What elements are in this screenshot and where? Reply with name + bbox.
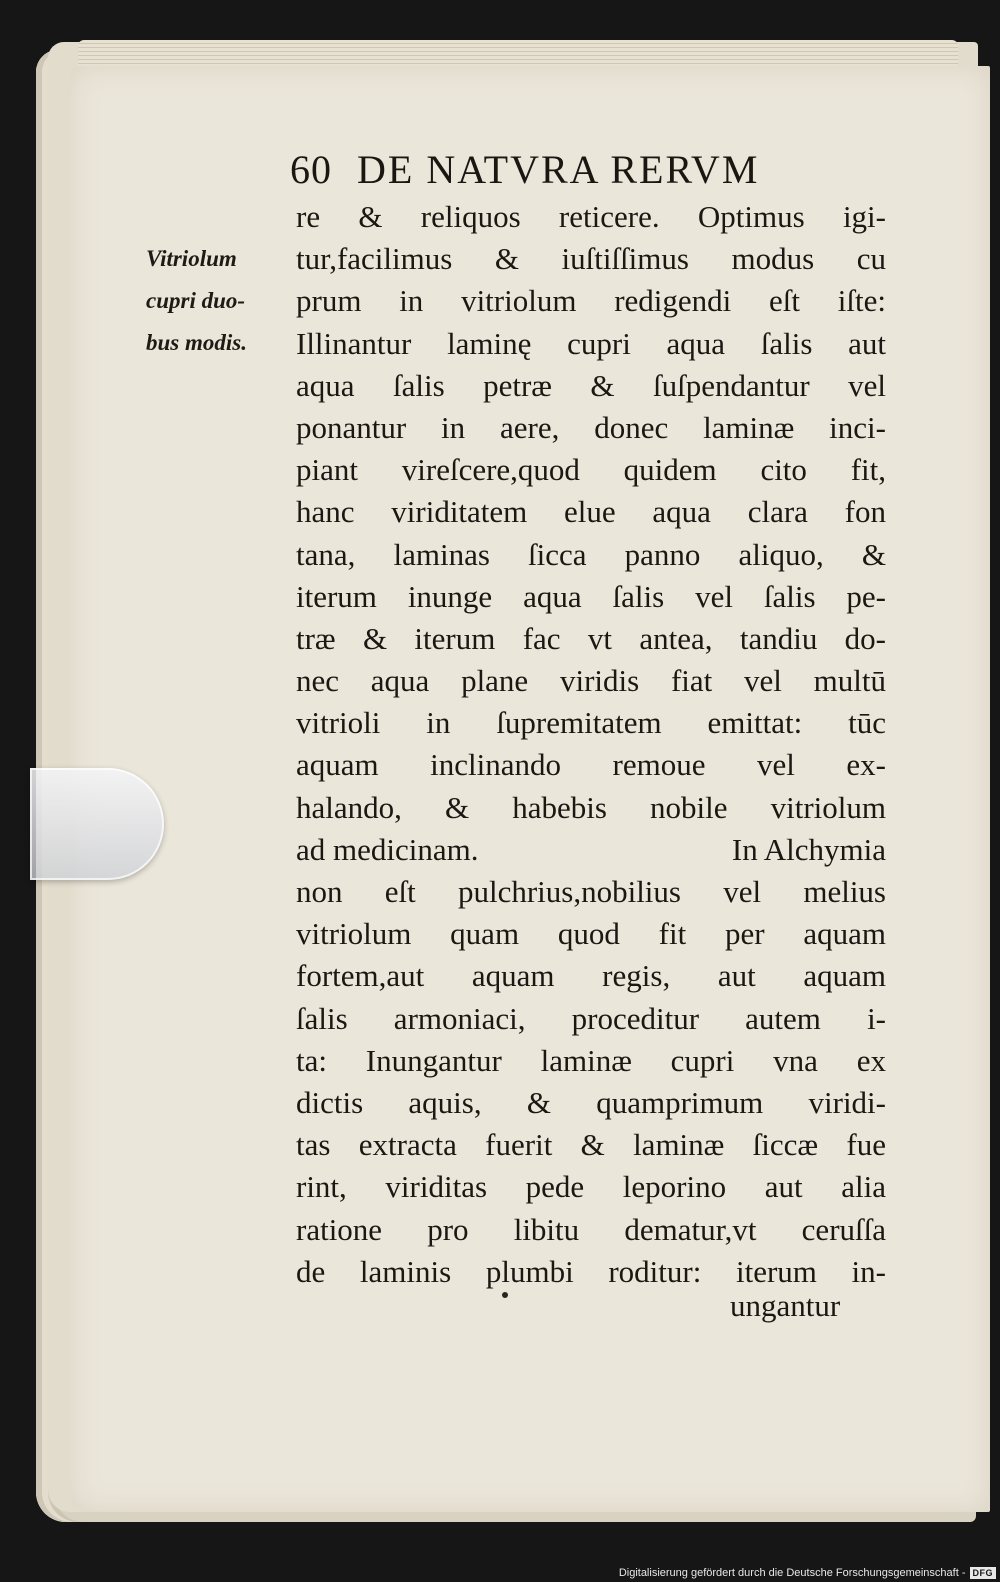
text-line: prum in vitriolum redigendi eſt iſte:	[296, 283, 886, 319]
text-line: tur,facilimus & iuſtiſſimus modus cu	[296, 241, 886, 277]
text-line: Illinantur laminę cupri aqua ſalis aut	[296, 325, 886, 361]
text-line: dictis aquis, & quamprimum viridi-	[296, 1084, 886, 1120]
dfg-logo: DFG	[970, 1567, 997, 1579]
marginal-note-line: Vitriolum	[146, 246, 237, 271]
text-line: ratione pro libitu dematur,vt ceruſſa	[296, 1211, 886, 1247]
running-header	[290, 146, 759, 193]
digitization-credit	[619, 1564, 1000, 1582]
text-line: træ & iterum fac vt antea, tandiu do-	[296, 620, 886, 656]
text-line: vitriolum quam quod fit per aquam	[296, 916, 886, 952]
signature-dot	[502, 1292, 508, 1298]
text-line-right: In Alchymia	[731, 831, 886, 867]
text-line-split	[296, 829, 886, 871]
text-line: tana, laminas ſicca panno aliquo, &	[296, 536, 886, 572]
text-line: de laminis plumbi roditur: iterum in-	[296, 1253, 886, 1289]
page-number: 60	[290, 147, 332, 192]
text-line: hanc viriditatem elue aqua clara fon	[296, 494, 886, 530]
text-line: aquam inclinando remoue vel ex-	[296, 747, 886, 783]
text-line: non eſt pulchrius,nobilius vel melius	[296, 874, 886, 909]
marginal-note-line: cupri duo-	[146, 288, 246, 313]
text-line: ſalis armoniaci, proceditur autem i-	[296, 1000, 886, 1036]
catchword: ungantur	[730, 1288, 841, 1323]
page-top-edges	[78, 40, 958, 66]
marginal-note-line: bus modis.	[146, 330, 247, 355]
text-line: re & reliquos reticere. Optimus igi-	[296, 199, 886, 234]
text-line: halando, & habebis nobile vitriolum	[296, 789, 886, 825]
credit-text: Digitalisierung gefördert durch die Deutsche Forschungsgemeinschaft -	[618, 1567, 966, 1579]
text-line: ponantur in aere, donec laminæ inci-	[296, 409, 886, 445]
text-line: rint, viriditas pede leporino aut alia	[296, 1169, 886, 1205]
marginal-note	[146, 238, 286, 364]
text-line: iterum inunge aqua ſalis vel ſalis pe-	[296, 578, 886, 614]
running-title: DE NATVRA RERVM	[357, 147, 760, 192]
text-line: aqua ſalis petræ & ſuſpendantur vel	[296, 367, 886, 403]
body-text	[296, 196, 886, 1293]
text-line: piant vireſcere,quod quidem cito fit,	[296, 452, 886, 488]
text-line: tas extracta fuerit & laminæ ſiccæ fue	[296, 1127, 886, 1163]
text-line: fortem,aut aquam regis, aut aquam	[296, 958, 886, 994]
page-clip	[30, 768, 164, 880]
text-line-left: ad medicinam.	[296, 831, 479, 867]
text-line: nec aqua plane viridis fiat vel multū	[296, 663, 886, 699]
text-line: ta: Inungantur laminæ cupri vna ex	[296, 1042, 886, 1078]
text-line: vitrioli in ſupremitatem emittat: tūc	[296, 705, 886, 741]
